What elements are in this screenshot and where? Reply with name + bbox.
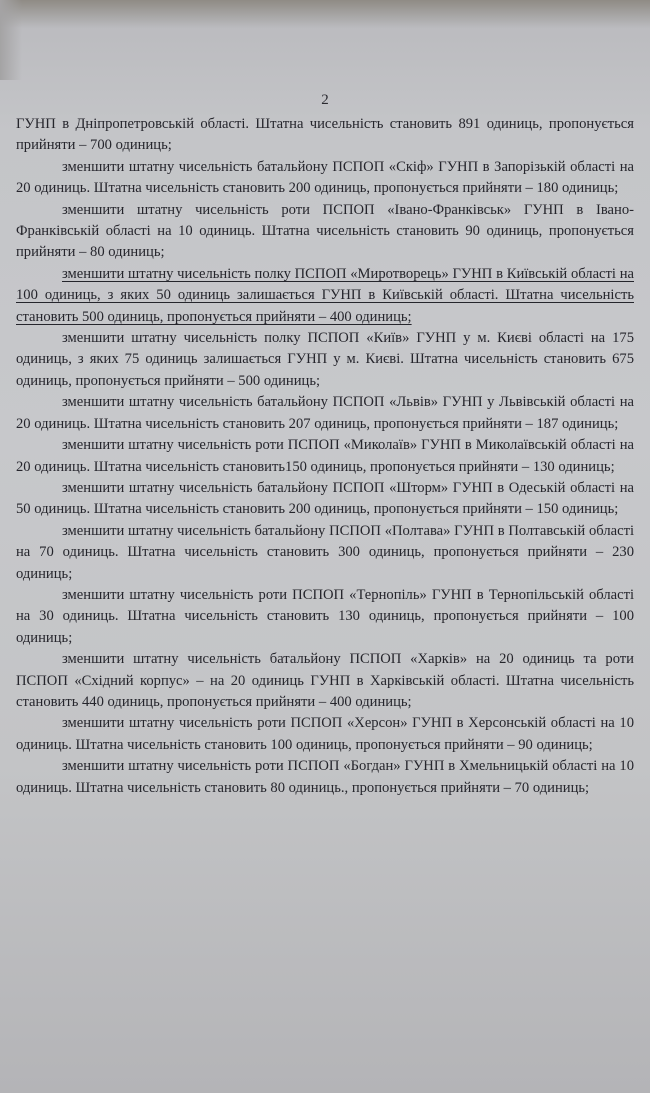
paragraph-zaporizhzhia: зменшити штатну чисельність батальйону ПСПОП «Скіф» ГУНП в Запорізькій області на 20 одиниць. Штатна чисельність становить 200 одиниць, пропонується прийняти – 180 одиниць; (16, 158, 634, 197)
paragraph-kyiv-oblast-underlined: зменшити штатну чисельність полку ПСПОП «Миротворець» ГУНП в Київській області на 100 одиниць, з яких 50 одиниць залишається ГУНП в Київській області. Штатна чисельність становить 500 одиниць, пропонується прийняти – 400 одиниць; (16, 265, 634, 325)
paragraph-kyiv-city: зменшити штатну чисельність полку ПСПОП «Київ» ГУНП у м. Києві області на 175 одиниць, з яких 75 одиниць залишається ГУНП у м. Києві. Штатна чисельність становить 675 одиниць, пропонується прийняти – 500 одиниць; (16, 330, 634, 389)
paragraph-kharkiv: зменшити штатну чисельність батальйону ПСПОП «Харків» на 20 одиниць та роти ПСПОП «Східний корпус» – на 20 одиниць ГУНП в Харківській області. Штатна чисельність становить 440 одиниць, пропонується прийняти – 400 одиниць; (16, 651, 634, 710)
paragraph-mykolaiv: зменшити штатну чисельність роти ПСПОП «Миколаїв» ГУНП в Миколаївській області на 20 одиниць. Штатна чисельність становить150 одиниць, пропонується прийняти – 130 одиниць; (16, 437, 634, 475)
paragraph-dnipro: ГУНП в Дніпропетровській області. Штатна чисельність становить 891 одиниць, пропонується прийняти – 700 одиниць; (16, 116, 634, 154)
paragraph-ivano-frankivsk: зменшити штатну чисельність роти ПСПОП «Івано-Франківськ» ГУНП в Івано-Франківській області на 10 одиниць. Штатна чисельність становить 90 одиниць, пропонується прийняти – 80 одиниць; (16, 201, 634, 261)
paragraph-odesa: зменшити штатну чисельність батальйону ПСПОП «Шторм» ГУНП в Одеській області на 50 одиниць. Штатна чисельність становить 200 одиниць, пропонується прийняти – 150 одиниць; (16, 479, 634, 518)
paragraph-poltava: зменшити штатну чисельність батальйону ПСПОП «Полтава» ГУНП в Полтавській області на 70 одиниць. Штатна чисельність становить 300 одиниць, пропонується прийняти – 230 одиниць; (16, 522, 634, 582)
paragraph-ternopil: зменшити штатну чисельність роти ПСПОП «Тернопіль» ГУНП в Тернопільській області на 30 одиниць. Штатна чисельність становить 130 одиниць, пропонується прийняти – 100 одиниць; (16, 586, 634, 646)
paragraph-lviv: зменшити штатну чисельність батальйону ПСПОП «Львів» ГУНП у Львівській області на 20 одиниць. Штатна чисельність становить 207 одиниць, пропонується прийняти – 187 одиниць; (16, 394, 634, 432)
document-body (16, 114, 634, 799)
page-top-shadow (0, 0, 650, 28)
paragraph-kherson: зменшити штатну чисельність роти ПСПОП «Херсон» ГУНП в Херсонській області на 10 одиниць. Штатна чисельність становить 100 одиниць, пропонується прийняти – 90 одиниць; (16, 715, 634, 753)
paragraph-khmelnytskyi: зменшити штатну чисельність роти ПСПОП «Богдан» ГУНП в Хмельницькій області на 10 одиниць. Штатна чисельність становить 80 одиниць., пропонується прийняти – 70 одиниць; (16, 758, 634, 796)
page-number: 2 (321, 92, 329, 108)
page-left-edge (0, 0, 22, 80)
